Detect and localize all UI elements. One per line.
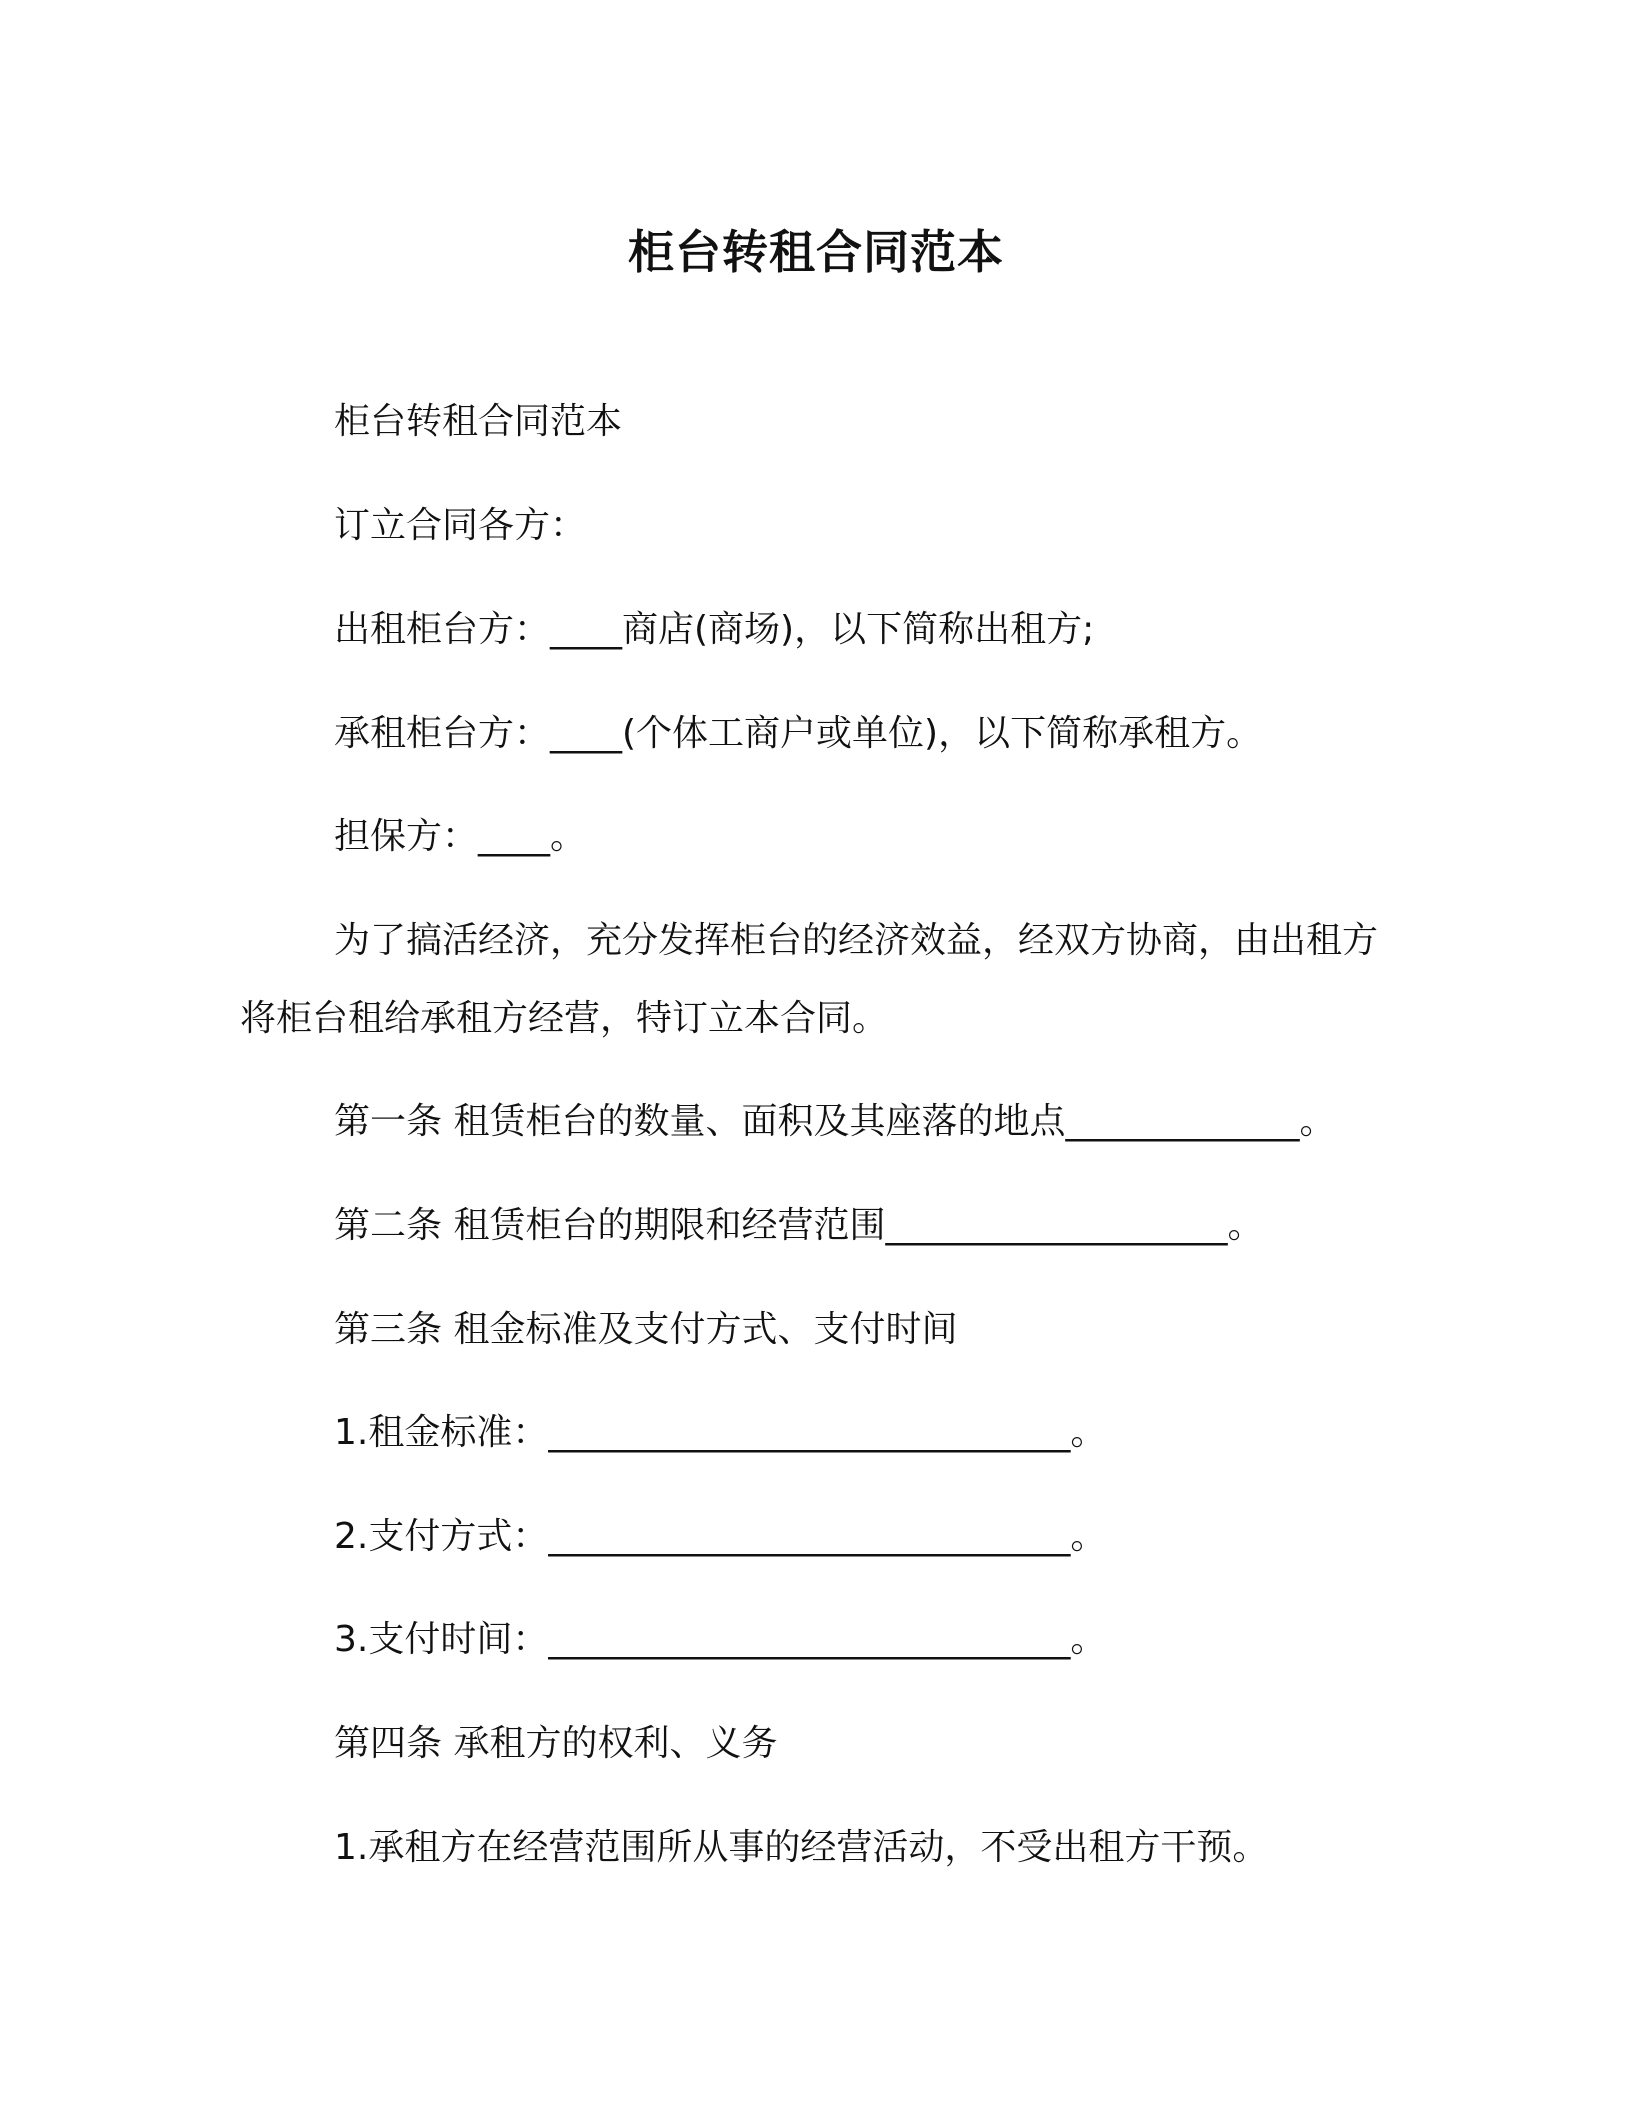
paragraph-heading: 柜台转租合同范本: [334, 401, 623, 442]
paragraph-article-4: 第四条 承租方的权利、义务: [334, 1723, 778, 1764]
paragraph-payment-method: 2.支付方式：_____________________________。: [334, 1516, 1107, 1557]
paragraph-guarantor: 担保方：____。: [334, 816, 587, 857]
paragraph-parties: 订立合同各方：: [334, 505, 587, 546]
paragraph-article-1: 第一条 租赁柜台的数量、面积及其座落的地点_____________。: [334, 1101, 1336, 1142]
paragraph-payment-time: 3.支付时间：_____________________________。: [334, 1619, 1107, 1660]
paragraph-purpose: 为了搞活经济，充分发挥柜台的经济效益，经双方协商，由出租方将柜台租给承租方经营，特订立本合同。: [240, 920, 1379, 1039]
paragraph-lessee-right-1: 1.承租方在经营范围所从事的经营活动，不受出租方干预。: [334, 1827, 1269, 1868]
paragraph-article-2: 第二条 租赁柜台的期限和经营范围___________________。: [334, 1205, 1264, 1246]
paragraph-lessee: 承租柜台方：____(个体工商户或单位)，以下简称承租方。: [334, 713, 1263, 754]
paragraph-rent-standard: 1.租金标准：_____________________________。: [334, 1412, 1107, 1453]
paragraph-article-3: 第三条 租金标准及支付方式、支付时间: [334, 1309, 958, 1350]
document-title: 柜台转租合同范本: [628, 225, 1004, 279]
paragraph-lessor: 出租柜台方：____商店(商场)，以下简称出租方;: [334, 609, 1095, 650]
